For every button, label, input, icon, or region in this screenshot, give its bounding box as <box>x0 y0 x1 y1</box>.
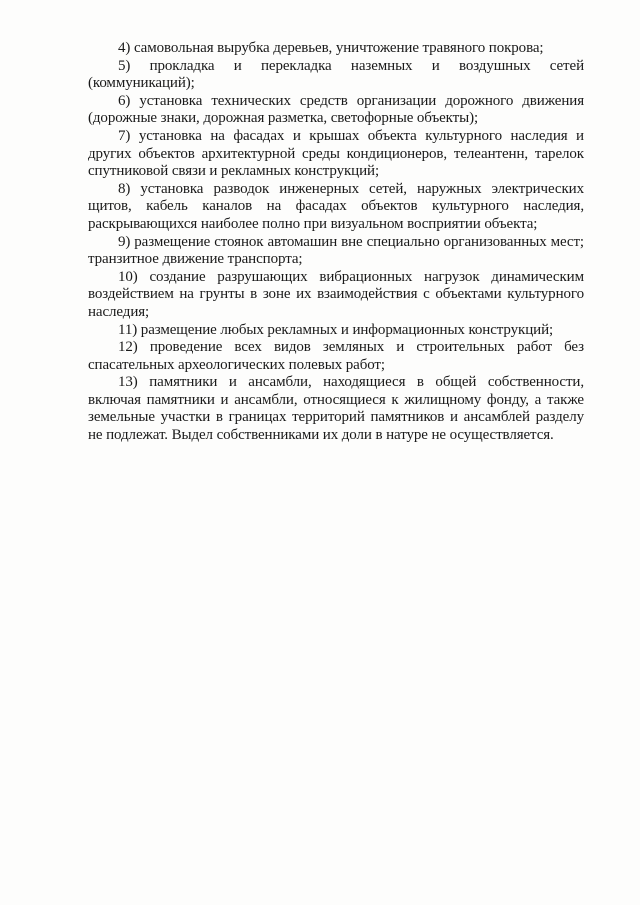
restrictions-list <box>88 40 584 445</box>
list-item-5: 5) прокладка и перекладка наземных и воздушных сетей (коммуникаций); <box>88 57 584 92</box>
list-item-9: 9) размещение стоянок автомашин вне специально организованных мест; транзитное движение транспорта; <box>88 233 584 268</box>
list-item-11: 11) размещение любых рекламных и информационных конструкций; <box>118 321 554 338</box>
list-item-6: 6) установка технических средств организации дорожного движения (дорожные знаки, дорожная разметка, светофорные объекты); <box>88 92 584 127</box>
list-item-13: 13) памятники и ансамбли, находящиеся в общей собственности, включая памятники и ансамбли, относящиеся к жилищному фонду, а также земельные участки в границах территорий памятников и ансамблей разделу не подлежат. Выдел собственниками их доли в натуре не осуществляется. <box>88 374 584 444</box>
list-item-10: 10) создание разрушающих вибрационных нагрузок динамическим воздействием на грунты в зоне их взаимодействия с объектами культурного наследия; <box>88 268 584 320</box>
list-item-8: 8) установка разводок инженерных сетей, наружных электрических щитов, кабель каналов на фасадах объектов культурного наследия, раскрывающихся наиболее полно при визуальном восприятии объекта; <box>88 180 584 232</box>
list-item-4: 4) самовольная вырубка деревьев, уничтожение травяного покрова; <box>118 40 544 56</box>
list-item-7: 7) установка на фасадах и крышах объекта культурного наследия и других объектов архитектурной среды кондиционеров, телеантенн, тарелок спутниковой связи и рекламных конструкций; <box>88 127 584 180</box>
list-item-12: 12) проведение всех видов земляных и строительных работ без спасательных археологических полевых работ; <box>88 339 584 373</box>
